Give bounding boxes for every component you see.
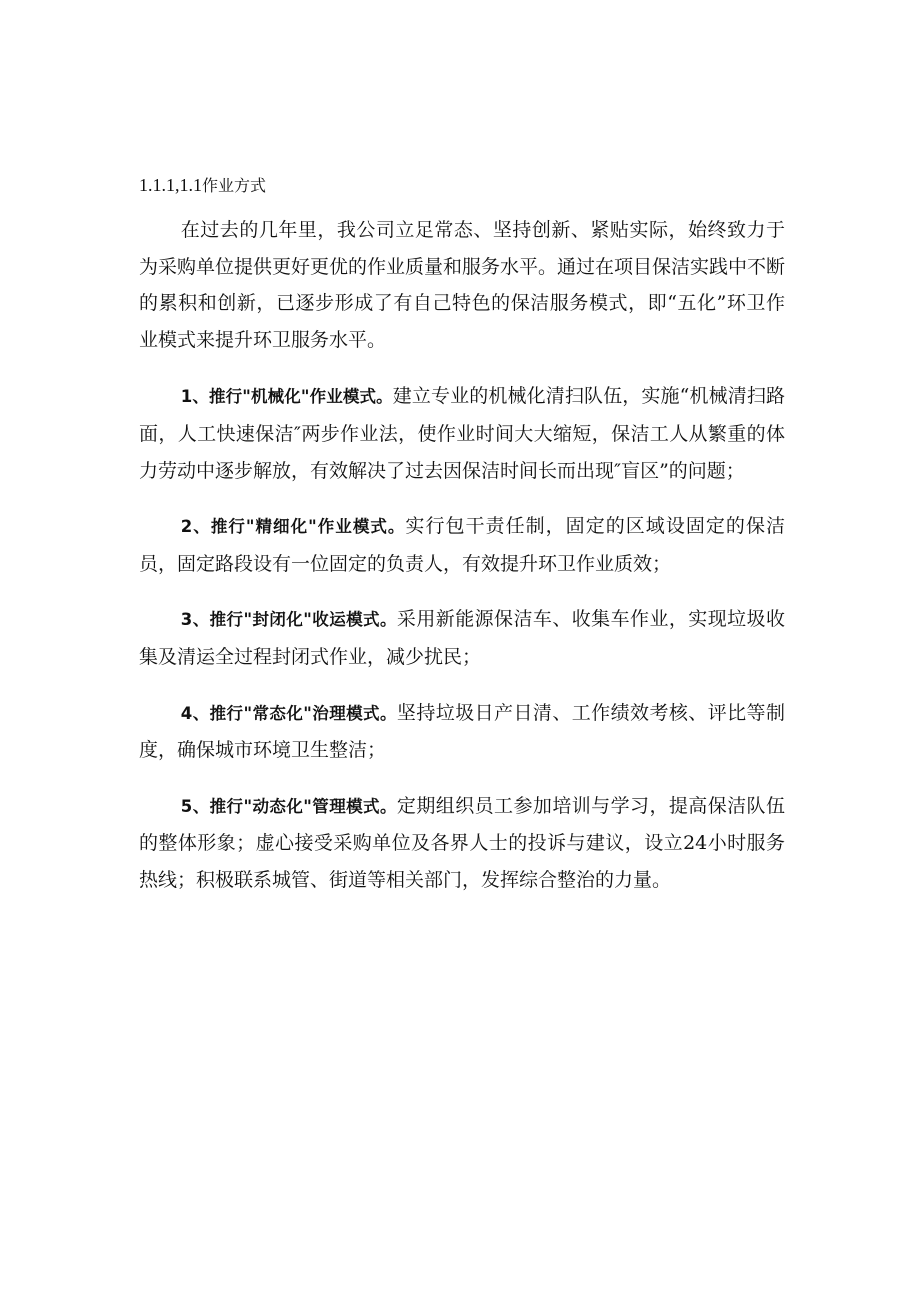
section-number: 1.1.1,1.1 xyxy=(139,175,202,195)
section-title: 作业方式 xyxy=(202,176,267,195)
list-item xyxy=(139,508,785,582)
list-item xyxy=(139,695,785,769)
item-text: 建立专业的机械化清扫队伍，实施“机械清扫路面，人工快速保洁″两步作业法，使作业时间大大缩短，保洁工人从繁重的体力劳动中逐步解放，有效解决了过去因保洁时间长而出现″盲区”的问题； xyxy=(139,385,785,482)
list-item xyxy=(139,601,785,675)
item-lead: 3、推行"封闭化"收运模式。 xyxy=(180,610,397,630)
list-item xyxy=(139,378,785,489)
list-item xyxy=(139,788,785,899)
item-text: 采用新能源保洁车、收集车作业，实现垃圾收集及清运全过程封闭式作业，减少扰民； xyxy=(139,608,785,668)
item-lead: 1、推行"机械化"作业模式。 xyxy=(180,387,393,407)
item-text: 定期组织员工参加培训与学习，提高保洁队伍的整体形象；虚心接受采购单位及各界人士的投诉与建议，设立24小时服务热线；积极联系城管、街道等相关部门，发挥综合整治的力量。 xyxy=(139,794,785,891)
item-text: 坚持垃圾日产日清、工作绩效考核、评比等制度，确保城市环境卫生整洁； xyxy=(139,701,785,762)
item-text: 实行包干责任制，固定的区域设固定的保洁员，固定路段设有一位固定的负责人，有效提升环卫作业质效； xyxy=(139,515,785,575)
section-heading xyxy=(139,170,799,201)
item-lead: 2、推行"精细化"作业模式。 xyxy=(180,517,406,537)
intro-paragraph: 在过去的几年里，我公司立足常态、坚持创新、紧贴实际，始终致力于为采购单位提供更好更优的作业质量和服务水平。通过在项目保洁实践中不断的累积和创新，已逐步形成了有自己特色的保洁服务模式，即“五化”环卫作业模式来提升环卫服务水平。 xyxy=(139,219,786,351)
item-lead: 5、推行"动态化"管理模式。 xyxy=(180,796,397,816)
item-lead: 4、推行"常态化"治理模式。 xyxy=(180,703,397,723)
document-body xyxy=(139,212,785,918)
